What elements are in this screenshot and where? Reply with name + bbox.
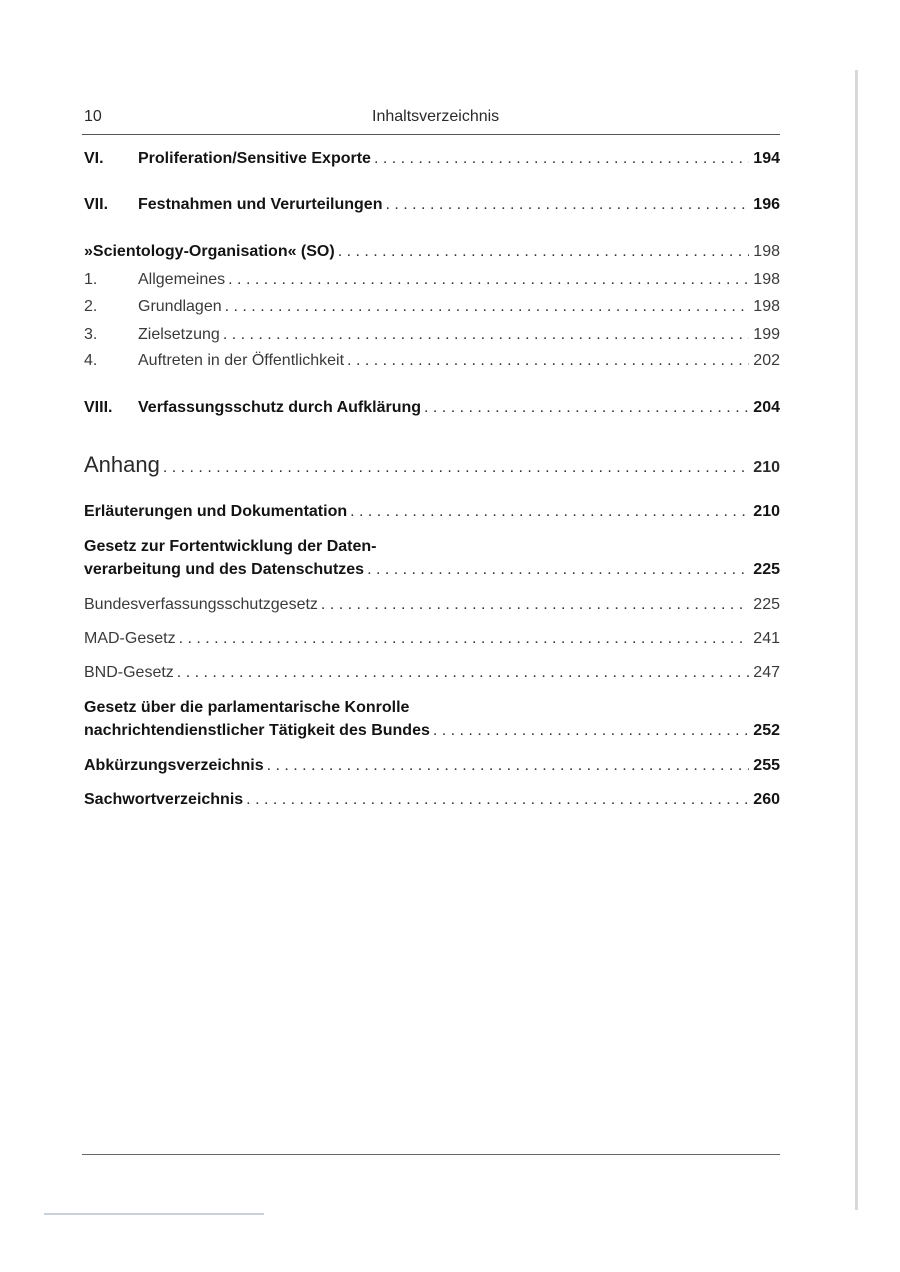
toc-label-line1: Gesetz zur Fortentwicklung der Daten- — [84, 538, 377, 555]
toc-label: Verfassungsschutz durch Aufklärung — [138, 399, 422, 416]
toc-label: »Scientology-Organisation« (SO) — [84, 243, 335, 260]
toc-label: Auftreten in der Öffentlichkeit — [138, 352, 345, 369]
header-rule — [82, 134, 780, 135]
toc-entry-bnd — [84, 664, 780, 682]
toc-entry-vii — [84, 196, 780, 214]
toc-entry-so-2 — [84, 298, 780, 316]
toc-entry-gesetz-datenschutz — [84, 561, 780, 579]
toc-leader — [225, 298, 750, 316]
footer-rule — [82, 1154, 780, 1155]
toc-leader — [374, 150, 749, 168]
toc-page: 241 — [753, 630, 780, 647]
toc-entry-so-4 — [84, 352, 780, 370]
toc-label: Sachwortverzeichnis — [84, 791, 244, 808]
toc-label: MAD-Gesetz — [84, 630, 176, 647]
toc-leader — [433, 722, 749, 740]
toc-page: 194 — [753, 150, 780, 167]
running-title: Inhaltsverzeichnis — [372, 108, 500, 125]
toc-leader — [179, 630, 750, 648]
toc-page: 198 — [753, 271, 780, 288]
toc-page: 199 — [753, 326, 780, 343]
toc-page: 210 — [753, 459, 780, 476]
toc-entry-so-1 — [84, 271, 780, 289]
toc-number: VII. — [84, 196, 109, 213]
toc-entry-vi — [84, 150, 780, 168]
toc-label: Festnahmen und Verurteilungen — [138, 196, 383, 213]
toc-number: VIII. — [84, 399, 113, 416]
toc-leader — [350, 503, 749, 521]
toc-leader — [367, 561, 749, 579]
toc-leader — [177, 664, 750, 682]
toc-number: 2. — [84, 298, 98, 315]
toc-label: Bundesverfassungsschutzgesetz — [84, 596, 318, 613]
toc-entry-erlaeuterungen — [84, 503, 780, 521]
toc-page: 202 — [753, 352, 780, 369]
running-header — [84, 108, 779, 130]
toc-leader — [347, 352, 749, 370]
scan-edge-shadow — [855, 70, 858, 1210]
toc-label: Grundlagen — [138, 298, 222, 315]
toc-leader — [338, 243, 750, 261]
scan-edge-mark — [44, 1213, 264, 1215]
toc-leader — [321, 596, 749, 614]
toc-label: verarbeitung und des Datenschutzes — [84, 561, 365, 578]
toc-label: nachrichtendienstlicher Tätigkeit des Bundes — [84, 722, 430, 739]
page-number: 10 — [84, 108, 102, 125]
toc-page: 260 — [753, 791, 780, 808]
toc-page: 198 — [753, 243, 780, 260]
toc-number: VI. — [84, 150, 104, 167]
toc-leader — [385, 196, 749, 214]
toc-label: BND-Gesetz — [84, 664, 174, 681]
toc-label: Erläuterungen und Dokumentation — [84, 503, 348, 520]
toc-leader — [424, 399, 749, 417]
toc-number: 4. — [84, 352, 98, 369]
toc-leader — [228, 271, 749, 289]
toc-page: 247 — [753, 664, 780, 681]
toc-leader — [267, 757, 750, 775]
toc-entry-sachwort — [84, 791, 780, 809]
toc-label: Zielsetzung — [138, 326, 220, 343]
toc-page: 196 — [753, 196, 780, 213]
toc-page: 204 — [753, 399, 780, 416]
toc-entry-viii — [84, 399, 780, 417]
toc-page: 210 — [753, 503, 780, 520]
toc-entry-mad — [84, 630, 780, 648]
toc-page: 255 — [753, 757, 780, 774]
toc-entry-scientology — [84, 243, 780, 261]
toc-number: 3. — [84, 326, 98, 343]
toc-entry-abkuerzungen — [84, 757, 780, 775]
toc-page: 225 — [753, 561, 780, 578]
toc-number: 1. — [84, 271, 98, 288]
toc-label: Allgemeines — [138, 271, 226, 288]
toc-leader — [163, 459, 749, 477]
toc-label: Abkürzungsverzeichnis — [84, 757, 264, 774]
toc-entry-gesetz-kontrolle — [84, 722, 780, 740]
toc-entry-anhang — [84, 452, 780, 478]
toc-label-line1: Gesetz über die parlamentarische Konrolle — [84, 699, 410, 716]
toc-label: Proliferation/Sensitive Exporte — [138, 150, 371, 167]
toc-page: 198 — [753, 298, 780, 315]
toc-entry-so-3 — [84, 326, 780, 344]
toc-entry-bverfschg — [84, 596, 780, 614]
toc-page: 225 — [753, 596, 780, 613]
toc-leader — [223, 326, 749, 344]
toc-page: 252 — [753, 722, 780, 739]
toc-leader — [246, 791, 749, 809]
toc-label: Anhang — [84, 452, 160, 477]
